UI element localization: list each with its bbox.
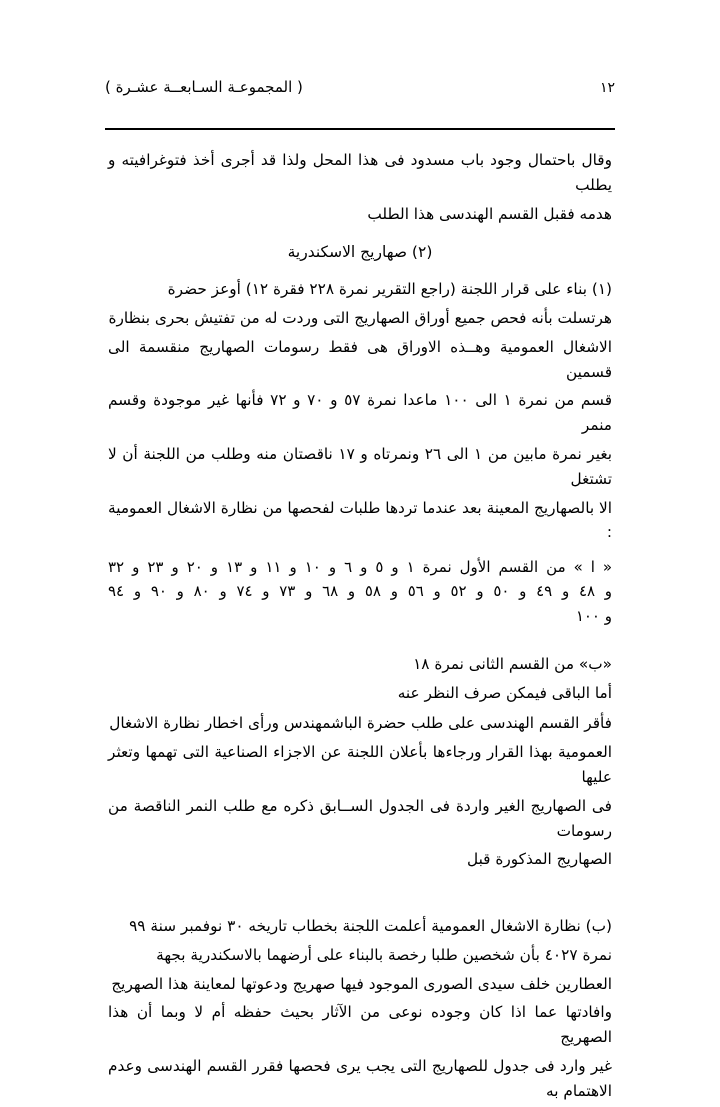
item1-cont-line-1: فأقر القسم الهندسى على طلب حضرة الباشمهندس ورأى اخطار نظارة الاشغال (109, 714, 612, 733)
item1-line-4: قسم من نمرة ١ الى ١٠٠ ماعدا نمرة ٥٧ و ٧٠ و ٧٢ فأنها غير موجودة وقسم منمر (108, 391, 613, 435)
item-b-line-1: (ب) نظارة الاشغال العمومية أعلمت اللجنة بخطاب تاريخه ٣٠ نوفمبر سنة ٩٩ (129, 917, 612, 936)
item-b-line-5: غير وارد فى جدول للصهاريج التى يجب يرى فحصها فقرر القسم الهندسى وعدم الاهتمام به (108, 1056, 612, 1100)
item-b-line-3: العطارين خلف سيدى الصورى الموجود فيها صهريج ودعوتها لمعاينة هذا الصهريج (111, 974, 612, 993)
item1-line-5: بغير نمرة مابين من ١ الى ٢٦ ونمرتاه و ١٧ ناقصتان منه وطلب من اللجنة أن لا تشتغل (108, 445, 612, 488)
page-content (108, 148, 612, 1107)
intro-line-2: هدمه فقبل القسم الهندسى هذا الطلب (367, 204, 612, 223)
list-b-line-1: «ب» من القسم الثانى نمرة ١٨ (413, 654, 612, 673)
list-b-line-2: أما الباقى فيمكن صرف النظر عنه (397, 683, 612, 702)
header-divider (105, 128, 615, 130)
item-b-line-4: وافادتها عما اذا كان وجوده نوعى من الآثار بحيث حفظه أم لا وبما أن هذا الصهريج (108, 1003, 612, 1047)
item1-cont-line-4: الصهاريج المذكورة قبل (466, 850, 612, 869)
header-title: ( المجموعـة السـابعــة عشـرة ) (105, 78, 303, 96)
item-b-line-2: نمرة ٤٠٢٧ بأن شخصين طلبا رخصة بالبناء على أرضهما بالاسكندرية بجهة (156, 945, 612, 964)
item1-cont-line-2: العمومية بهذا القرار ورجاءها بأعلان اللجنة عن الاجزاء الصناعية التى تهمها وتعثر عليها (108, 743, 612, 787)
item1-line-2: هرتسلت بأنه فحص جميع أوراق الصهاريج التى وردت له من تفتيش بحرى بنظارة (108, 309, 612, 328)
section-title: (٢) صهاريج الاسكندرية (287, 243, 433, 262)
list-a (108, 555, 612, 628)
list-a-line-2: و ٤٨ و ٤٩ و ٥٠ و ٥٢ و ٥٦ و ٥٨ و ٦٨ و ٧٣ و ٧٤ و ٨٠ و ٩٠ و ٩٤ (108, 582, 613, 601)
intro-line-1: وقال باحتمال وجود باب مسدود فى هذا المحل ولذا قد أجرى أخذ فتوغرافيته و يطلب (108, 151, 612, 194)
item1-line-3: الاشغال العمومية وهــذه الاوراق هى فقط رسومات الصهاريج منقسمة الى قسمين (108, 337, 612, 381)
list-a-line-3: و ١٠٠ (575, 606, 612, 625)
list-b (108, 652, 612, 706)
page-number: ١٢ (599, 80, 615, 96)
list-a-line-1: « ا » من القسم الأول نمرة ١ و ٥ و ٦ و ١٠ و ١١ و ١٣ و ٢٠ و ٢٣ و ٣٢ (108, 558, 613, 577)
item1-cont-line-3: فى الصهاريج الغير واردة فى الجدول الســابق ذكره مع طلب النمر الناقصة من رسومات (108, 796, 612, 840)
item1-line-6: الا بالصهاريج المعينة بعد عندما تردها طلبات لفحصها من نظارة الاشغال العمومية : (108, 498, 612, 542)
page-header (105, 78, 615, 96)
item-b (108, 914, 612, 1103)
item1-line-1: (١) بناء على قرار اللجنة (راجع التقرير نمرة ٢٢٨ فقرة ١٢) أوعز حضرة (167, 280, 612, 299)
